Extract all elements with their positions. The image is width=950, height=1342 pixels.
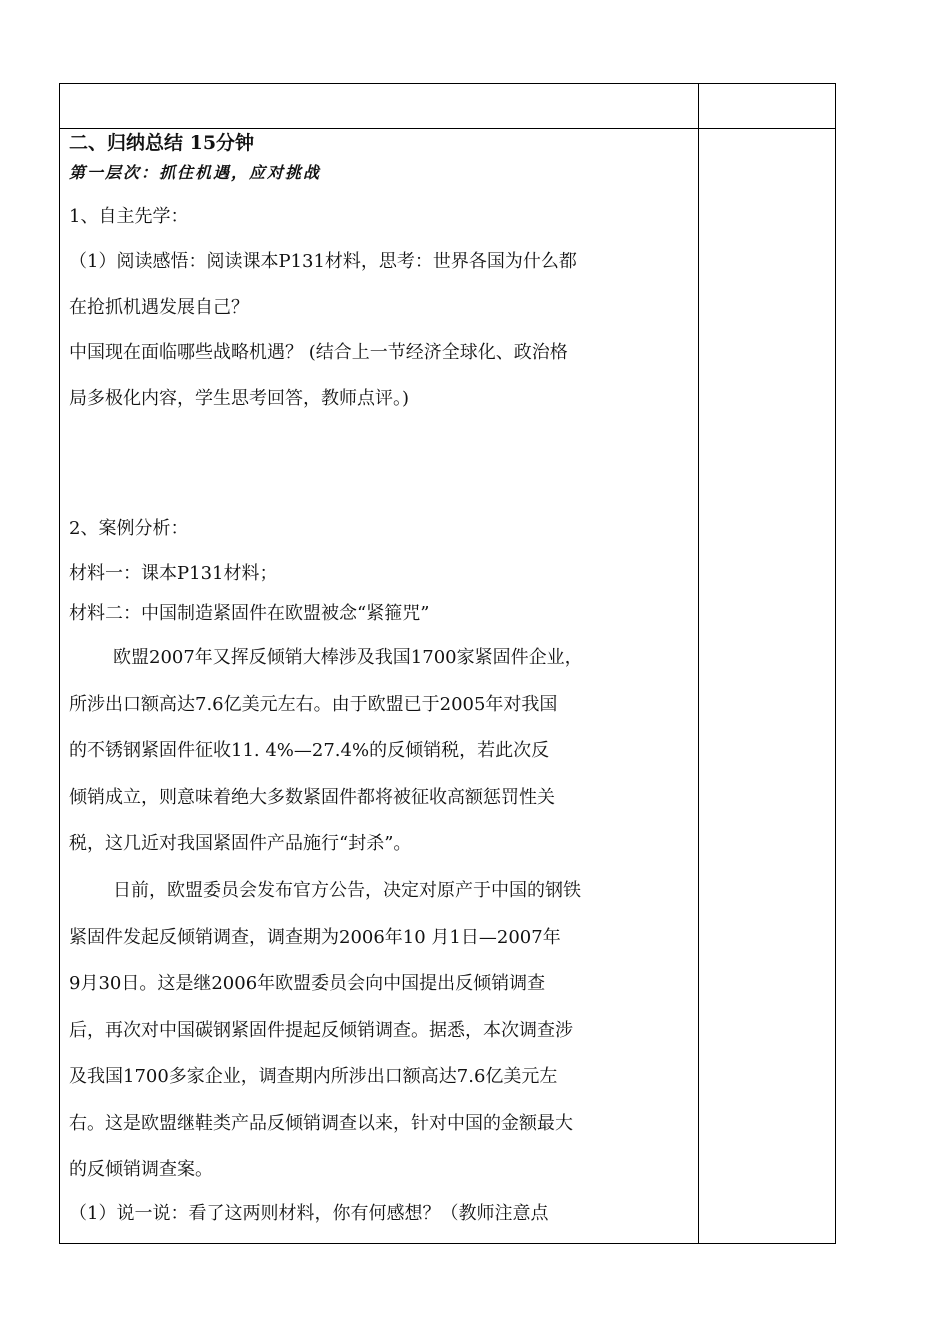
- question1-line: 中国现在面临哪些战略机遇？ (结合上一节经济全球化、政治格: [69, 342, 568, 363]
- question1-line: （1）阅读感悟：阅读课本P131材料，思考：世界各国为什么都: [69, 251, 577, 272]
- paragraph-line: 所涉出口额高达7.6亿美元左右。由于欧盟已于2005年对我国: [69, 694, 558, 715]
- material-one: 材料一：课本P131材料；: [69, 563, 278, 584]
- level1-title: 第一层次：抓住机遇，应对挑战: [69, 163, 322, 182]
- table-row-divider: [59, 128, 836, 129]
- paragraph-line: 后，再次对中国碳钢紧固件提起反倾销调查。据悉，本次调查涉: [69, 1020, 573, 1041]
- paragraph-line: 9月30日。这是继2006年欧盟委员会向中国提出反倾销调查: [69, 973, 546, 994]
- material-two: 材料二：中国制造紧固件在欧盟被念“紧箍咒”: [69, 603, 430, 624]
- self-study-title: 1、自主先学：: [69, 206, 189, 227]
- table-column-divider: [698, 83, 699, 1244]
- paragraph-line: 及我国1700多家企业，调查期内所涉出口额高达7.6亿美元左: [69, 1066, 558, 1087]
- question1-line: 在抢抓机遇发展自己？: [69, 297, 249, 318]
- case-title: 2、案例分析：: [69, 518, 189, 539]
- question1-line: 局多极化内容，学生思考回答，教师点评。): [69, 388, 410, 409]
- paragraph-line: 欧盟2007年又挥反倾销大棒涉及我国1700家紧固件企业，: [113, 647, 583, 668]
- paragraph-line: 日前，欧盟委员会发布官方公告，决定对原产于中国的钢铁: [113, 880, 581, 901]
- paragraph-line: 的反倾销调查案。: [69, 1159, 213, 1180]
- paragraph-line: 的不锈钢紧固件征收11. 4%—27.4%的反倾销税，若此次反: [69, 740, 550, 761]
- discussion-question: （1）说一说：看了这两则材料，你有何感想？（教师注意点: [69, 1203, 549, 1224]
- paragraph-line: 税，这几近对我国紧固件产品施行“封杀”。: [69, 833, 412, 854]
- paragraph-line: 倾销成立，则意味着绝大多数紧固件都将被征收高额惩罚性关: [69, 787, 555, 808]
- paragraph-line: 右。这是欧盟继鞋类产品反倾销调查以来，针对中国的金额最大: [69, 1113, 573, 1134]
- section-heading: 二、归纳总结 15分钟: [69, 132, 255, 154]
- paragraph-line: 紧固件发起反倾销调查，调查期为2006年10 月1日—2007年: [69, 927, 561, 948]
